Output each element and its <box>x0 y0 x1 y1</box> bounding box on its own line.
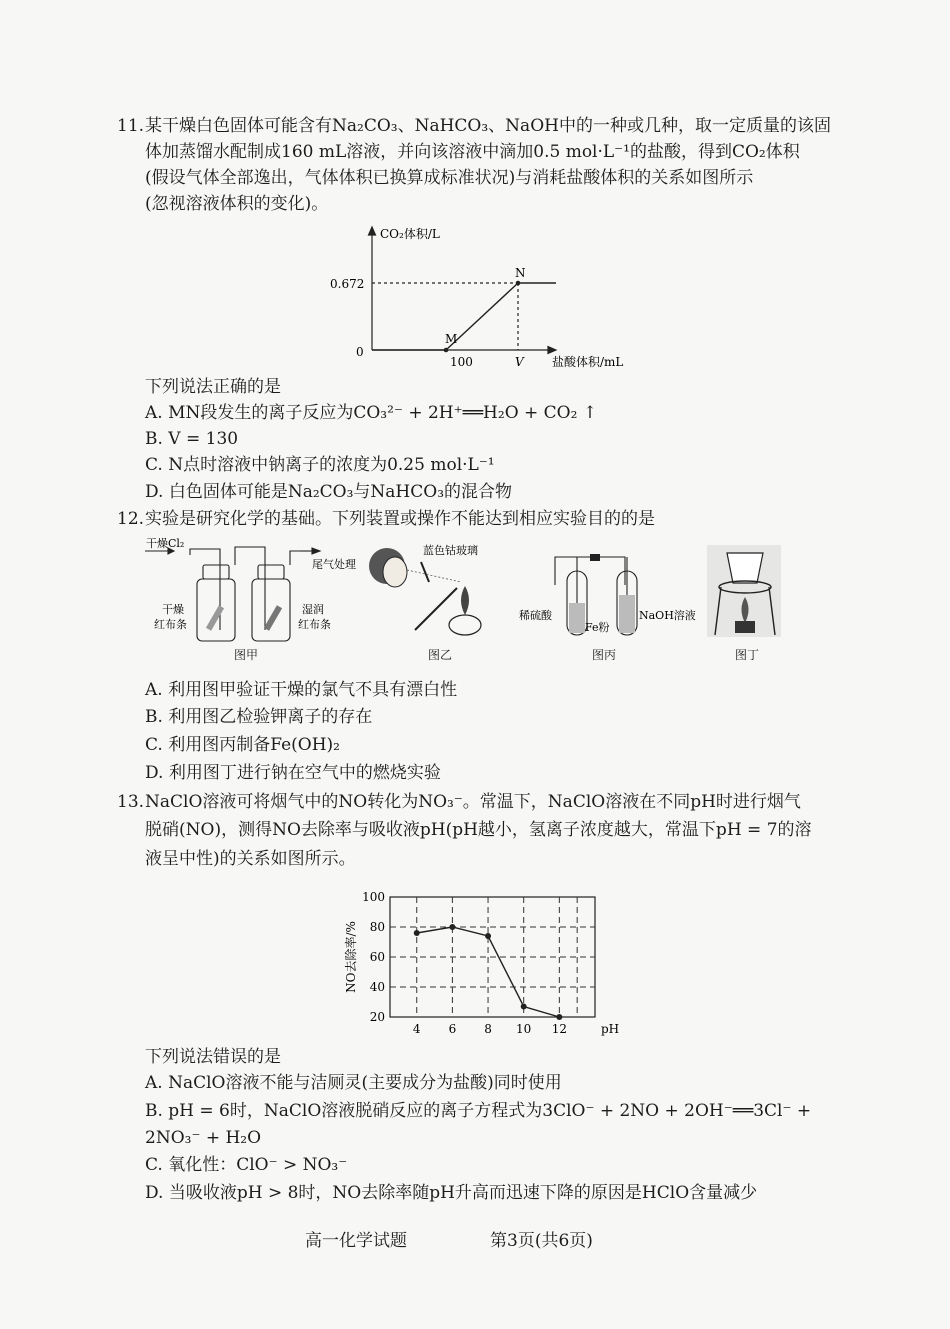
tail-label: 尾气处理 <box>312 558 356 571</box>
alcohol-lamp <box>449 615 481 635</box>
lamp-icon <box>735 621 755 633</box>
wet-label-2: 红布条 <box>298 618 331 631</box>
wet-red-cloth <box>264 605 282 631</box>
figure-bing <box>515 545 705 640</box>
data-point <box>485 933 491 939</box>
point-m-dot <box>444 348 449 353</box>
q12-number: 12. <box>117 509 145 529</box>
q13-option-b-cont: 2NO₃⁻ + H₂O <box>145 1128 262 1148</box>
y-axis-label: NO去除率/% <box>344 921 358 993</box>
x-axis-label: pH <box>601 1022 620 1036</box>
data-point <box>449 924 455 930</box>
point-n-dot <box>516 281 521 286</box>
q12-stem: 实验是研究化学的基础。下列装置或操作不能达到相应实验目的的是 <box>145 509 655 529</box>
data-point <box>414 930 420 936</box>
y-tick-label: 100 <box>362 890 385 904</box>
q13-stem-line: 脱硝(NO)，测得NO去除率与吸收液pH(pH越小，氢离子浓度越大，常温下pH = 7的溶 <box>145 820 812 840</box>
person-face-icon <box>383 557 407 587</box>
q12-option-c: C. 利用图丙制备Fe(OH)₂ <box>145 735 340 755</box>
point-n-label: N <box>515 266 526 280</box>
gas-in-label: 干燥Cl₂ <box>146 537 185 550</box>
figure-ding <box>705 545 785 640</box>
y-tick-label: 20 <box>369 1010 385 1024</box>
q12-option-b: B. 利用图乙检验钾离子的存在 <box>145 707 373 727</box>
q13-option-d: D. 当吸收液pH > 8时，NO去除率随pH升高而迅速下降的原因是HClO含量减少 <box>145 1183 758 1203</box>
footer-page: 第3页(共6页) <box>490 1231 593 1251</box>
sight-line <box>407 570 461 582</box>
y-tick-0672: 0.672 <box>330 277 365 291</box>
q11-stem-line: 体加蒸馏水配制成160 mL溶液，并向该溶液中滴加0.5 mol·L⁻¹的盐酸，得到CO₂体积 <box>145 142 800 162</box>
q13-option-a: A. NaClO溶液不能与洁厕灵(主要成分为盐酸)同时使用 <box>145 1073 562 1093</box>
caption-jia: 图甲 <box>234 648 259 662</box>
outlet-tube <box>290 551 300 565</box>
clamp-icon <box>590 554 600 561</box>
caption-bing: 图丙 <box>592 648 617 662</box>
origin-label: 0 <box>356 345 364 359</box>
fe-label: Fe粉 <box>585 621 610 634</box>
x-tick-label: 4 <box>412 1022 421 1036</box>
y-tick-label: 40 <box>369 980 385 994</box>
crucible-icon <box>727 553 763 583</box>
q13-stem-line: NaClO溶液可将烟气中的NO转化为NO₃⁻。常温下，NaClO溶液在不同pH时进行烟气 <box>145 792 801 812</box>
bottle-2 <box>252 579 290 641</box>
q13-option-c: C. 氧化性：ClO⁻ > NO₃⁻ <box>145 1155 348 1175</box>
q11-stem-line: (忽视溶液体积的变化)。 <box>145 194 329 214</box>
caption-yi: 图乙 <box>428 648 453 662</box>
q11-graph <box>320 225 660 375</box>
q11-prompt: 下列说法正确的是 <box>145 377 281 397</box>
q11-option-a: A. MN段发生的离子反应为CO₃²⁻ + 2H⁺══H₂O + CO₂ ↑ <box>145 403 598 423</box>
x-tick-label: 12 <box>551 1022 567 1036</box>
naoh-liquid <box>619 595 635 633</box>
x-tick-label: 6 <box>448 1022 457 1036</box>
y-axis-label: CO₂体积/L <box>380 227 440 241</box>
glass-label: 蓝色钴玻璃 <box>423 544 478 557</box>
x-tick-label: 10 <box>516 1022 532 1036</box>
inlet-tube <box>190 549 220 559</box>
q13-stem-line: 液呈中性)的关系如图所示。 <box>145 849 356 869</box>
bottle-1-stopper <box>203 565 229 579</box>
footer-subject: 高一化学试题 <box>305 1231 407 1251</box>
y-tick-label: 80 <box>369 920 385 934</box>
connector-tube <box>235 547 265 565</box>
q11-number: 11. <box>117 116 145 136</box>
bottle-2-stopper <box>258 565 284 579</box>
wet-label-1: 湿润 <box>302 603 324 616</box>
platinum-wire <box>415 588 457 630</box>
q11-option-b: B. V = 130 <box>145 429 239 449</box>
y-axis-arrow <box>369 227 376 235</box>
q13-option-b: B. pH = 6时，NaClO溶液脱硝反应的离子方程式为3ClO⁻ + 2NO + 2OH⁻══3Cl⁻ + <box>145 1101 812 1121</box>
q11-option-c: C. N点时溶液中钠离子的浓度为0.25 mol·L⁻¹ <box>145 455 495 475</box>
x-tick-100: 100 <box>450 355 473 369</box>
caption-ding: 图丁 <box>735 648 760 662</box>
x-tick-label: 8 <box>484 1022 492 1036</box>
q13-prompt: 下列说法错误的是 <box>145 1047 281 1067</box>
q13-number: 13. <box>117 792 145 812</box>
data-point <box>521 1004 527 1010</box>
naoh-label: NaOH溶液 <box>639 609 696 622</box>
cobalt-glass <box>421 562 429 582</box>
acid-liquid <box>569 603 585 633</box>
data-point <box>556 1014 562 1020</box>
connect-tube <box>555 557 625 585</box>
x-axis-arrow <box>548 347 556 354</box>
figure-yi <box>365 540 505 640</box>
q12-option-d: D. 利用图丁进行钠在空气中的燃烧实验 <box>145 763 441 783</box>
q11-stem-line: (假设气体全部逸出，气体体积已换算成标准状况)与消耗盐酸体积的关系如图所示 <box>145 168 754 188</box>
dry-label-1: 干燥 <box>162 603 184 616</box>
dry-red-cloth <box>206 605 224 631</box>
dry-label-2: 红布条 <box>154 618 187 631</box>
bottle-1 <box>197 579 235 641</box>
x-axis-label: 盐酸体积/mL <box>552 355 624 369</box>
acid-label: 稀硫酸 <box>519 609 552 622</box>
q11-stem-line: 某干燥白色固体可能含有Na₂CO₃、NaHCO₃、NaOH中的一种或几种，取一定质量的该固 <box>145 116 831 136</box>
point-m-label: M <box>445 332 458 346</box>
q12-option-a: A. 利用图甲验证干燥的氯气不具有漂白性 <box>145 680 458 700</box>
y-tick-label: 60 <box>369 950 385 964</box>
x-tick-v: V <box>515 355 524 369</box>
q13-chart <box>335 885 620 1040</box>
flame-icon <box>461 586 469 615</box>
q11-option-d: D. 白色固体可能是Na₂CO₃与NaHCO₃的混合物 <box>145 482 513 502</box>
